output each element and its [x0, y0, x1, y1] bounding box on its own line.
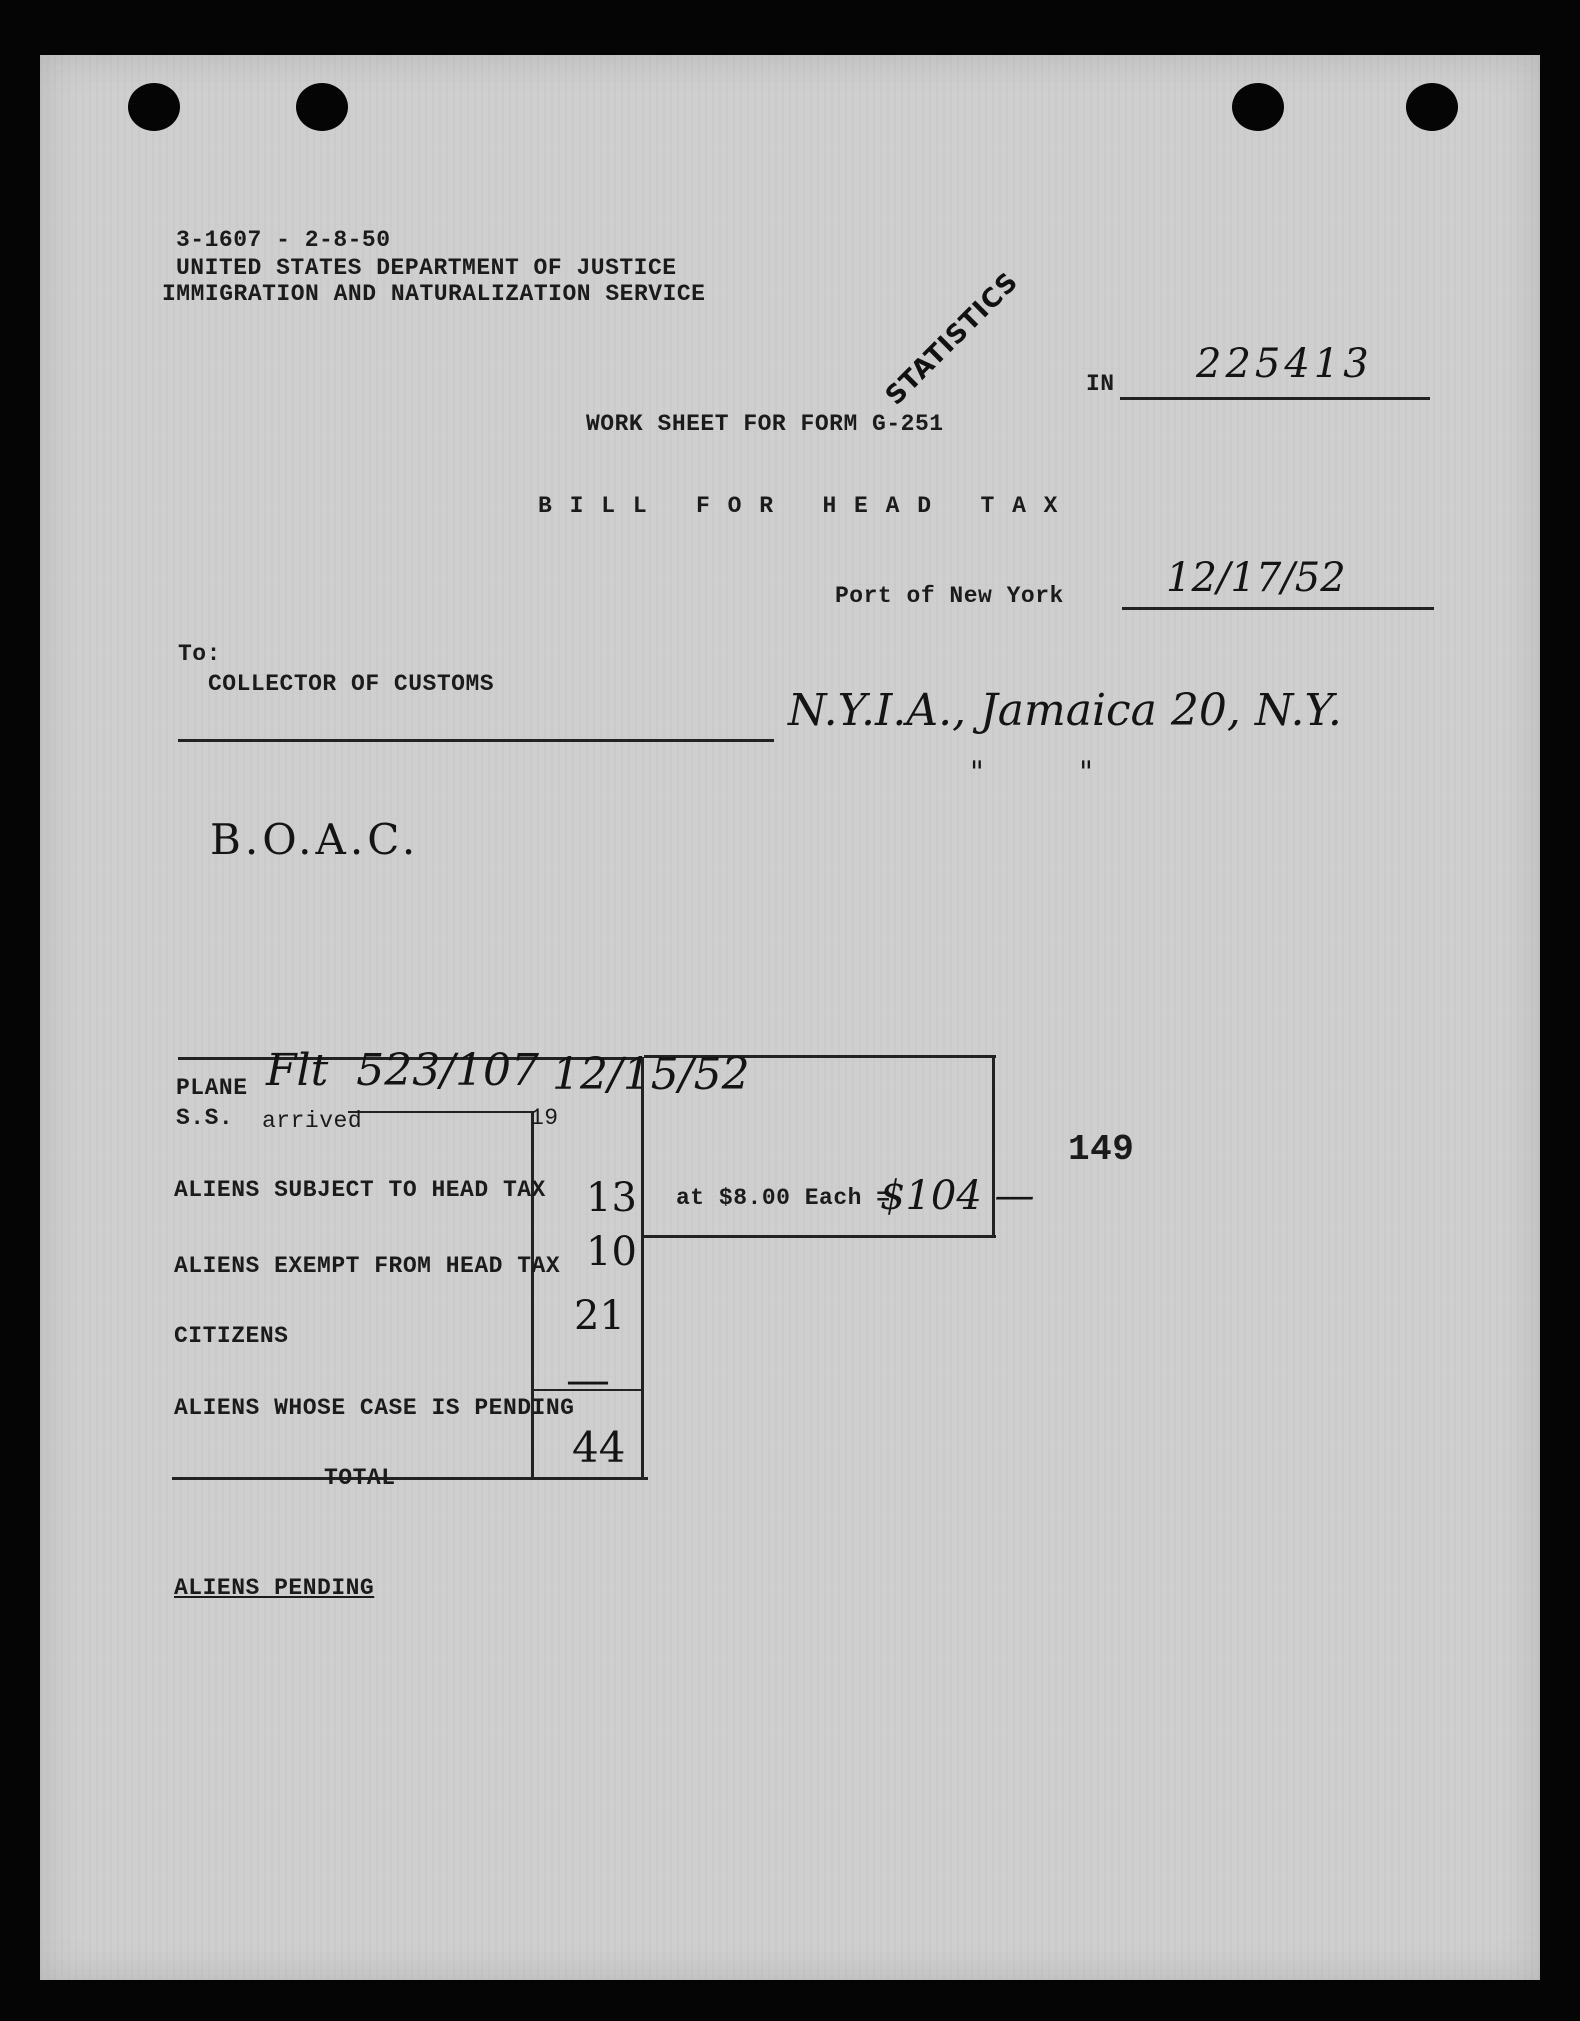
punch-hole-2	[296, 83, 348, 131]
table-bottom-line	[172, 1477, 648, 1480]
tax-rate-text: at $8.00 Each =	[676, 1185, 891, 1211]
form-code: 3-1607 - 2-8-50	[176, 227, 391, 253]
year-prefix: 19	[530, 1105, 559, 1131]
in-number-underline	[1120, 397, 1430, 400]
port-date-underline	[1122, 607, 1434, 610]
handwritten-location: N.Y.I.A., Jamaica 20, N.Y.	[788, 685, 1342, 736]
total-value: 44	[572, 1423, 626, 1472]
plane-label: PLANE	[176, 1075, 248, 1101]
punch-hole-3	[1232, 83, 1284, 131]
carrier-handwritten: B.O.A.C.	[210, 815, 420, 864]
port-label: Port of New York	[835, 583, 1064, 609]
aliens-pending-heading: ALIENS PENDING	[174, 1575, 375, 1601]
row-label-citizens: CITIZENS	[174, 1323, 289, 1349]
bill-title: B I L L F O R H E A D T A X	[538, 493, 1060, 519]
label-area-top-line	[348, 1111, 534, 1113]
to-label: To:	[178, 641, 221, 667]
ditto-marks: " "	[970, 755, 1093, 790]
service-name: IMMIGRATION AND NATURALIZATION SERVICE	[162, 281, 706, 307]
punch-hole-1	[128, 83, 180, 131]
ss-label: S.S.	[176, 1105, 234, 1131]
tax-box-bottom	[644, 1235, 996, 1238]
row-value-citizens: 21	[574, 1293, 625, 1339]
arrival-date: 12/15/52	[552, 1049, 750, 1100]
row-label-subject-to-tax: ALIENS SUBJECT TO HEAD TAX	[174, 1177, 546, 1203]
arrived-label: arrived	[262, 1108, 363, 1134]
row-value-case-pending: —	[566, 1355, 610, 1406]
flight-number: Flt 523/107	[266, 1045, 540, 1096]
statistics-stamp: STATISTICS	[880, 266, 1025, 412]
worksheet-title: WORK SHEET FOR FORM G-251	[586, 411, 944, 437]
in-label: IN	[1086, 371, 1115, 397]
table-right-divider	[641, 1057, 644, 1479]
document-sheet	[40, 55, 1540, 1980]
collector-of-customs: COLLECTOR OF CUSTOMS	[208, 671, 495, 697]
row-value-subject-to-tax: 13	[586, 1175, 637, 1221]
total-label: TOTAL	[324, 1465, 396, 1491]
row-label-exempt-from-tax: ALIENS EXEMPT FROM HEAD TAX	[174, 1253, 561, 1279]
row-value-exempt-from-tax: 10	[586, 1229, 637, 1275]
page-number: 149	[1068, 1129, 1135, 1170]
row-label-case-pending: ALIENS WHOSE CASE IS PENDING	[174, 1395, 575, 1421]
port-date: 12/17/52	[1166, 555, 1346, 601]
tax-amount: $104 —	[880, 1173, 1035, 1219]
address-underline	[178, 739, 774, 742]
value-column-left-line	[531, 1111, 534, 1479]
department-name: UNITED STATES DEPARTMENT OF JUSTICE	[176, 255, 677, 281]
punch-hole-4	[1406, 83, 1458, 131]
in-number-value: 225413	[1196, 341, 1373, 387]
